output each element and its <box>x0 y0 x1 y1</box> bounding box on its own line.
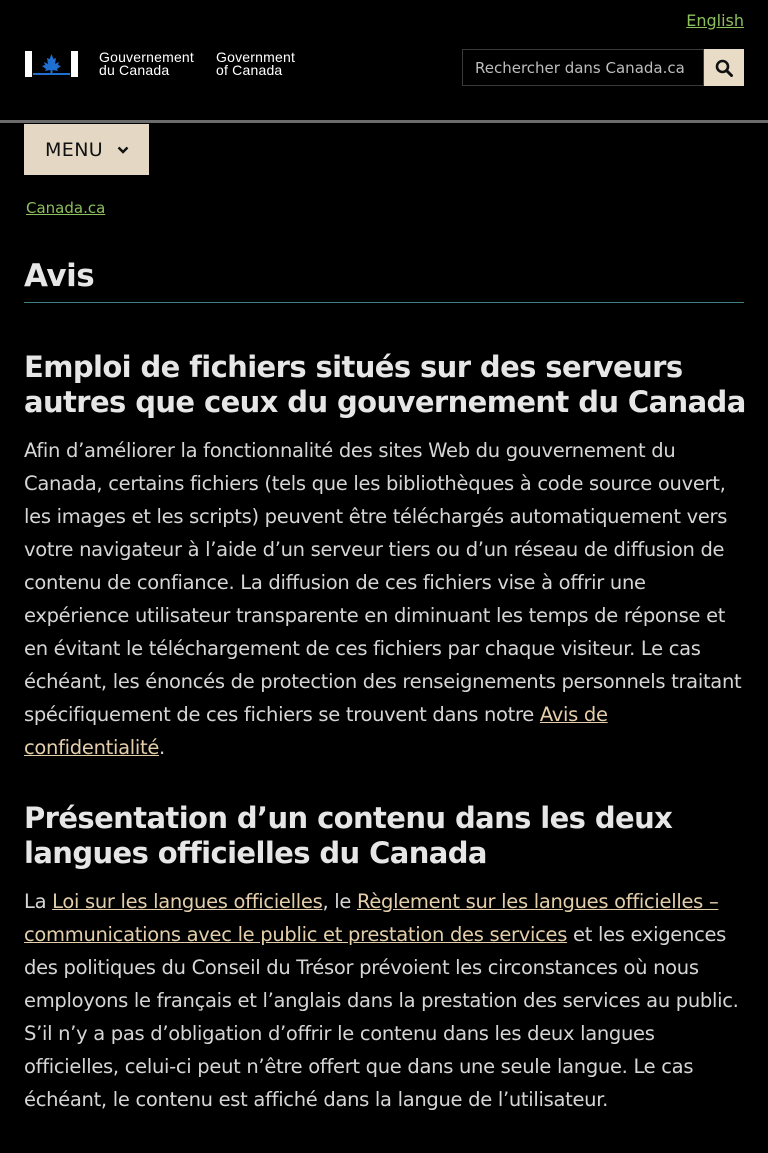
main-content <box>24 350 746 1153</box>
search-form <box>462 49 744 86</box>
section-heading: Présentation d’un contenu dans les deux langues officielles du Canada <box>24 801 673 870</box>
breadcrumb <box>26 199 105 217</box>
canada-flag-icon <box>24 50 79 78</box>
menu-button[interactable] <box>24 124 149 175</box>
language-toggle-link[interactable]: English <box>686 11 744 30</box>
chevron-down-icon <box>117 145 129 155</box>
section-heading: Emploi de fichiers situés sur des serveurs autres que ceux du gouvernement du Canada <box>24 350 746 419</box>
section-official-languages <box>24 801 746 1116</box>
search-icon <box>715 59 733 77</box>
header-divider <box>0 120 768 123</box>
page-title: Avis <box>24 258 744 303</box>
official-languages-act-link[interactable]: Loi sur les langues officielles <box>52 890 323 913</box>
section-paragraph: La Loi sur les langues officielles, le Règlement sur les langues officielles – communications avec le public et prestation des services et les exigences des politiques du Conseil du Trésor prévoient les circonstances où nous employons le français et l’anglais dans la prestation des services au public. S’il n’y a pas d’obligation d’offrir le contenu dans les deux langues officielles, celui-ci peut n’être offert que dans une seule langue. Le cas échéant, le contenu est affiché dans la langue de l’utilisateur. <box>24 890 739 1111</box>
official-languages-regulations-link[interactable]: Règlement sur les langues officielles – communications avec le public et prestation des services <box>24 890 719 946</box>
section-third-party-files <box>24 350 746 764</box>
section-paragraph: Afin d’améliorer la fonctionnalité des sites Web du gouvernement du Canada, certains fichiers (tels que les bibliothèques à code source ouvert, les images et les scripts) peuvent être téléchargés automatiquement vers votre navigateur à l’aide d’un serveur tiers ou d’un réseau de diffusion de contenu de confiance. La diffusion de ces fichiers vise à offrir une expérience utilisateur transparente en diminuant les temps de réponse et en évitant le téléchargement de ces fichiers par chaque visiteur. Le cas échéant, les énoncés de protection des renseignements personnels traitant spécifiquement de ces fichiers se trouvent dans notre Avis de confidentialité. <box>24 439 742 759</box>
menu-label: MENU <box>45 138 104 161</box>
privacy-notice-link[interactable]: Avis de confidentialité <box>24 703 608 759</box>
government-brand[interactable] <box>24 50 295 78</box>
search-button[interactable] <box>704 49 744 86</box>
search-input[interactable] <box>462 49 704 86</box>
wordmark <box>99 51 295 77</box>
wordmark-french: Gouvernement du Canada <box>99 49 195 78</box>
wordmark-english: Government of Canada <box>216 49 296 78</box>
breadcrumb-item-canada[interactable]: Canada.ca <box>26 199 106 217</box>
